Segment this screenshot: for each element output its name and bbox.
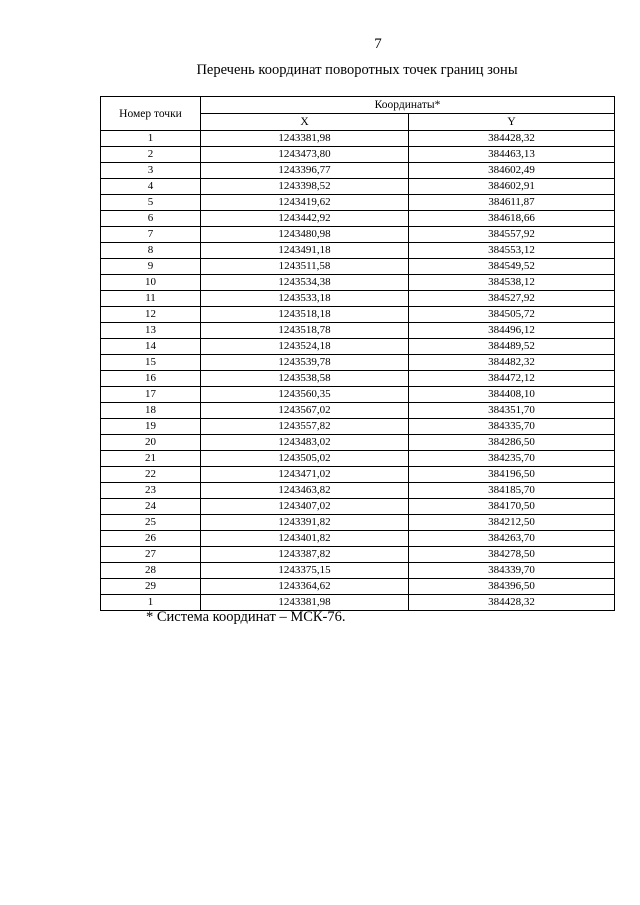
y-coordinate-cell: 384196,50 <box>409 467 615 483</box>
table-row <box>101 147 615 163</box>
point-number-cell: 11 <box>101 291 201 307</box>
table-row <box>101 451 615 467</box>
x-coordinate-cell: 1243401,82 <box>201 531 409 547</box>
table-row <box>101 515 615 531</box>
x-coordinate-cell: 1243419,62 <box>201 195 409 211</box>
y-coordinate-cell: 384408,10 <box>409 387 615 403</box>
y-coordinate-cell: 384557,92 <box>409 227 615 243</box>
point-number-cell: 26 <box>101 531 201 547</box>
table-row <box>101 387 615 403</box>
point-number-cell: 3 <box>101 163 201 179</box>
point-number-cell: 2 <box>101 147 201 163</box>
point-number-cell: 18 <box>101 403 201 419</box>
y-coordinate-cell: 384335,70 <box>409 419 615 435</box>
x-coordinate-cell: 1243471,02 <box>201 467 409 483</box>
y-coordinate-cell: 384505,72 <box>409 307 615 323</box>
table-row <box>101 323 615 339</box>
point-number-cell: 15 <box>101 355 201 371</box>
page-number: 7 <box>374 36 382 52</box>
y-coordinate-cell: 384549,52 <box>409 259 615 275</box>
table-row <box>101 531 615 547</box>
x-coordinate-cell: 1243539,78 <box>201 355 409 371</box>
y-coordinate-cell: 384351,70 <box>409 403 615 419</box>
table-row <box>101 291 615 307</box>
table-row <box>101 499 615 515</box>
x-coordinate-cell: 1243483,02 <box>201 435 409 451</box>
y-coordinate-cell: 384278,50 <box>409 547 615 563</box>
x-coordinate-cell: 1243396,77 <box>201 163 409 179</box>
point-number-cell: 13 <box>101 323 201 339</box>
point-number-cell: 9 <box>101 259 201 275</box>
point-number-cell: 4 <box>101 179 201 195</box>
point-number-cell: 25 <box>101 515 201 531</box>
point-number-cell: 19 <box>101 419 201 435</box>
x-coordinate-cell: 1243538,58 <box>201 371 409 387</box>
table-row <box>101 307 615 323</box>
y-coordinate-cell: 384527,92 <box>409 291 615 307</box>
table-row <box>101 163 615 179</box>
header-coordinates: Координаты* <box>201 97 615 114</box>
x-coordinate-cell: 1243491,18 <box>201 243 409 259</box>
header-y: Y <box>409 114 615 131</box>
point-number-cell: 23 <box>101 483 201 499</box>
y-coordinate-cell: 384286,50 <box>409 435 615 451</box>
table-body <box>101 131 615 611</box>
table-row <box>101 483 615 499</box>
table-row <box>101 195 615 211</box>
y-coordinate-cell: 384472,12 <box>409 371 615 387</box>
x-coordinate-cell: 1243560,35 <box>201 387 409 403</box>
y-coordinate-cell: 384339,70 <box>409 563 615 579</box>
table-row <box>101 275 615 291</box>
y-coordinate-cell: 384185,70 <box>409 483 615 499</box>
y-coordinate-cell: 384602,49 <box>409 163 615 179</box>
header-point-number: Номер точки <box>101 97 201 131</box>
x-coordinate-cell: 1243473,80 <box>201 147 409 163</box>
x-coordinate-cell: 1243398,52 <box>201 179 409 195</box>
y-coordinate-cell: 384428,32 <box>409 595 615 611</box>
x-coordinate-cell: 1243567,02 <box>201 403 409 419</box>
table-header <box>101 97 615 131</box>
y-coordinate-cell: 384602,91 <box>409 179 615 195</box>
y-coordinate-cell: 384212,50 <box>409 515 615 531</box>
y-coordinate-cell: 384489,52 <box>409 339 615 355</box>
point-number-cell: 16 <box>101 371 201 387</box>
table-row <box>101 227 615 243</box>
point-number-cell: 17 <box>101 387 201 403</box>
y-coordinate-cell: 384611,87 <box>409 195 615 211</box>
point-number-cell: 29 <box>101 579 201 595</box>
table-row <box>101 419 615 435</box>
point-number-cell: 20 <box>101 435 201 451</box>
x-coordinate-cell: 1243375,15 <box>201 563 409 579</box>
y-coordinate-cell: 384235,70 <box>409 451 615 467</box>
y-coordinate-cell: 384482,32 <box>409 355 615 371</box>
y-coordinate-cell: 384463,13 <box>409 147 615 163</box>
table-row <box>101 131 615 147</box>
x-coordinate-cell: 1243524,18 <box>201 339 409 355</box>
point-number-cell: 10 <box>101 275 201 291</box>
y-coordinate-cell: 384496,12 <box>409 323 615 339</box>
y-coordinate-cell: 384618,66 <box>409 211 615 227</box>
x-coordinate-cell: 1243381,98 <box>201 595 409 611</box>
x-coordinate-cell: 1243518,78 <box>201 323 409 339</box>
y-coordinate-cell: 384263,70 <box>409 531 615 547</box>
table-row <box>101 403 615 419</box>
table-row <box>101 371 615 387</box>
x-coordinate-cell: 1243387,82 <box>201 547 409 563</box>
table-row <box>101 339 615 355</box>
point-number-cell: 14 <box>101 339 201 355</box>
point-number-cell: 6 <box>101 211 201 227</box>
point-number-cell: 24 <box>101 499 201 515</box>
table-row <box>101 259 615 275</box>
header-x: X <box>201 114 409 131</box>
y-coordinate-cell: 384538,12 <box>409 275 615 291</box>
point-number-cell: 12 <box>101 307 201 323</box>
footnote: * Система координат – МСК-76. <box>146 609 346 625</box>
table-row <box>101 211 615 227</box>
point-number-cell: 21 <box>101 451 201 467</box>
coordinates-table <box>100 96 615 611</box>
table-row <box>101 355 615 371</box>
x-coordinate-cell: 1243511,58 <box>201 259 409 275</box>
y-coordinate-cell: 384170,50 <box>409 499 615 515</box>
point-number-cell: 5 <box>101 195 201 211</box>
x-coordinate-cell: 1243407,02 <box>201 499 409 515</box>
y-coordinate-cell: 384428,32 <box>409 131 615 147</box>
point-number-cell: 27 <box>101 547 201 563</box>
x-coordinate-cell: 1243518,18 <box>201 307 409 323</box>
table-row <box>101 243 615 259</box>
y-coordinate-cell: 384553,12 <box>409 243 615 259</box>
table-row <box>101 563 615 579</box>
point-number-cell: 28 <box>101 563 201 579</box>
y-coordinate-cell: 384396,50 <box>409 579 615 595</box>
x-coordinate-cell: 1243533,18 <box>201 291 409 307</box>
x-coordinate-cell: 1243391,82 <box>201 515 409 531</box>
x-coordinate-cell: 1243480,98 <box>201 227 409 243</box>
table-row <box>101 579 615 595</box>
x-coordinate-cell: 1243364,62 <box>201 579 409 595</box>
table-row <box>101 435 615 451</box>
x-coordinate-cell: 1243442,92 <box>201 211 409 227</box>
point-number-cell: 1 <box>101 131 201 147</box>
x-coordinate-cell: 1243381,98 <box>201 131 409 147</box>
page-title: Перечень координат поворотных точек границ зоны <box>196 62 518 78</box>
x-coordinate-cell: 1243505,02 <box>201 451 409 467</box>
table-row <box>101 467 615 483</box>
point-number-cell: 8 <box>101 243 201 259</box>
x-coordinate-cell: 1243557,82 <box>201 419 409 435</box>
point-number-cell: 1 <box>101 595 201 611</box>
table-row <box>101 547 615 563</box>
x-coordinate-cell: 1243463,82 <box>201 483 409 499</box>
x-coordinate-cell: 1243534,38 <box>201 275 409 291</box>
point-number-cell: 7 <box>101 227 201 243</box>
table-row <box>101 179 615 195</box>
point-number-cell: 22 <box>101 467 201 483</box>
